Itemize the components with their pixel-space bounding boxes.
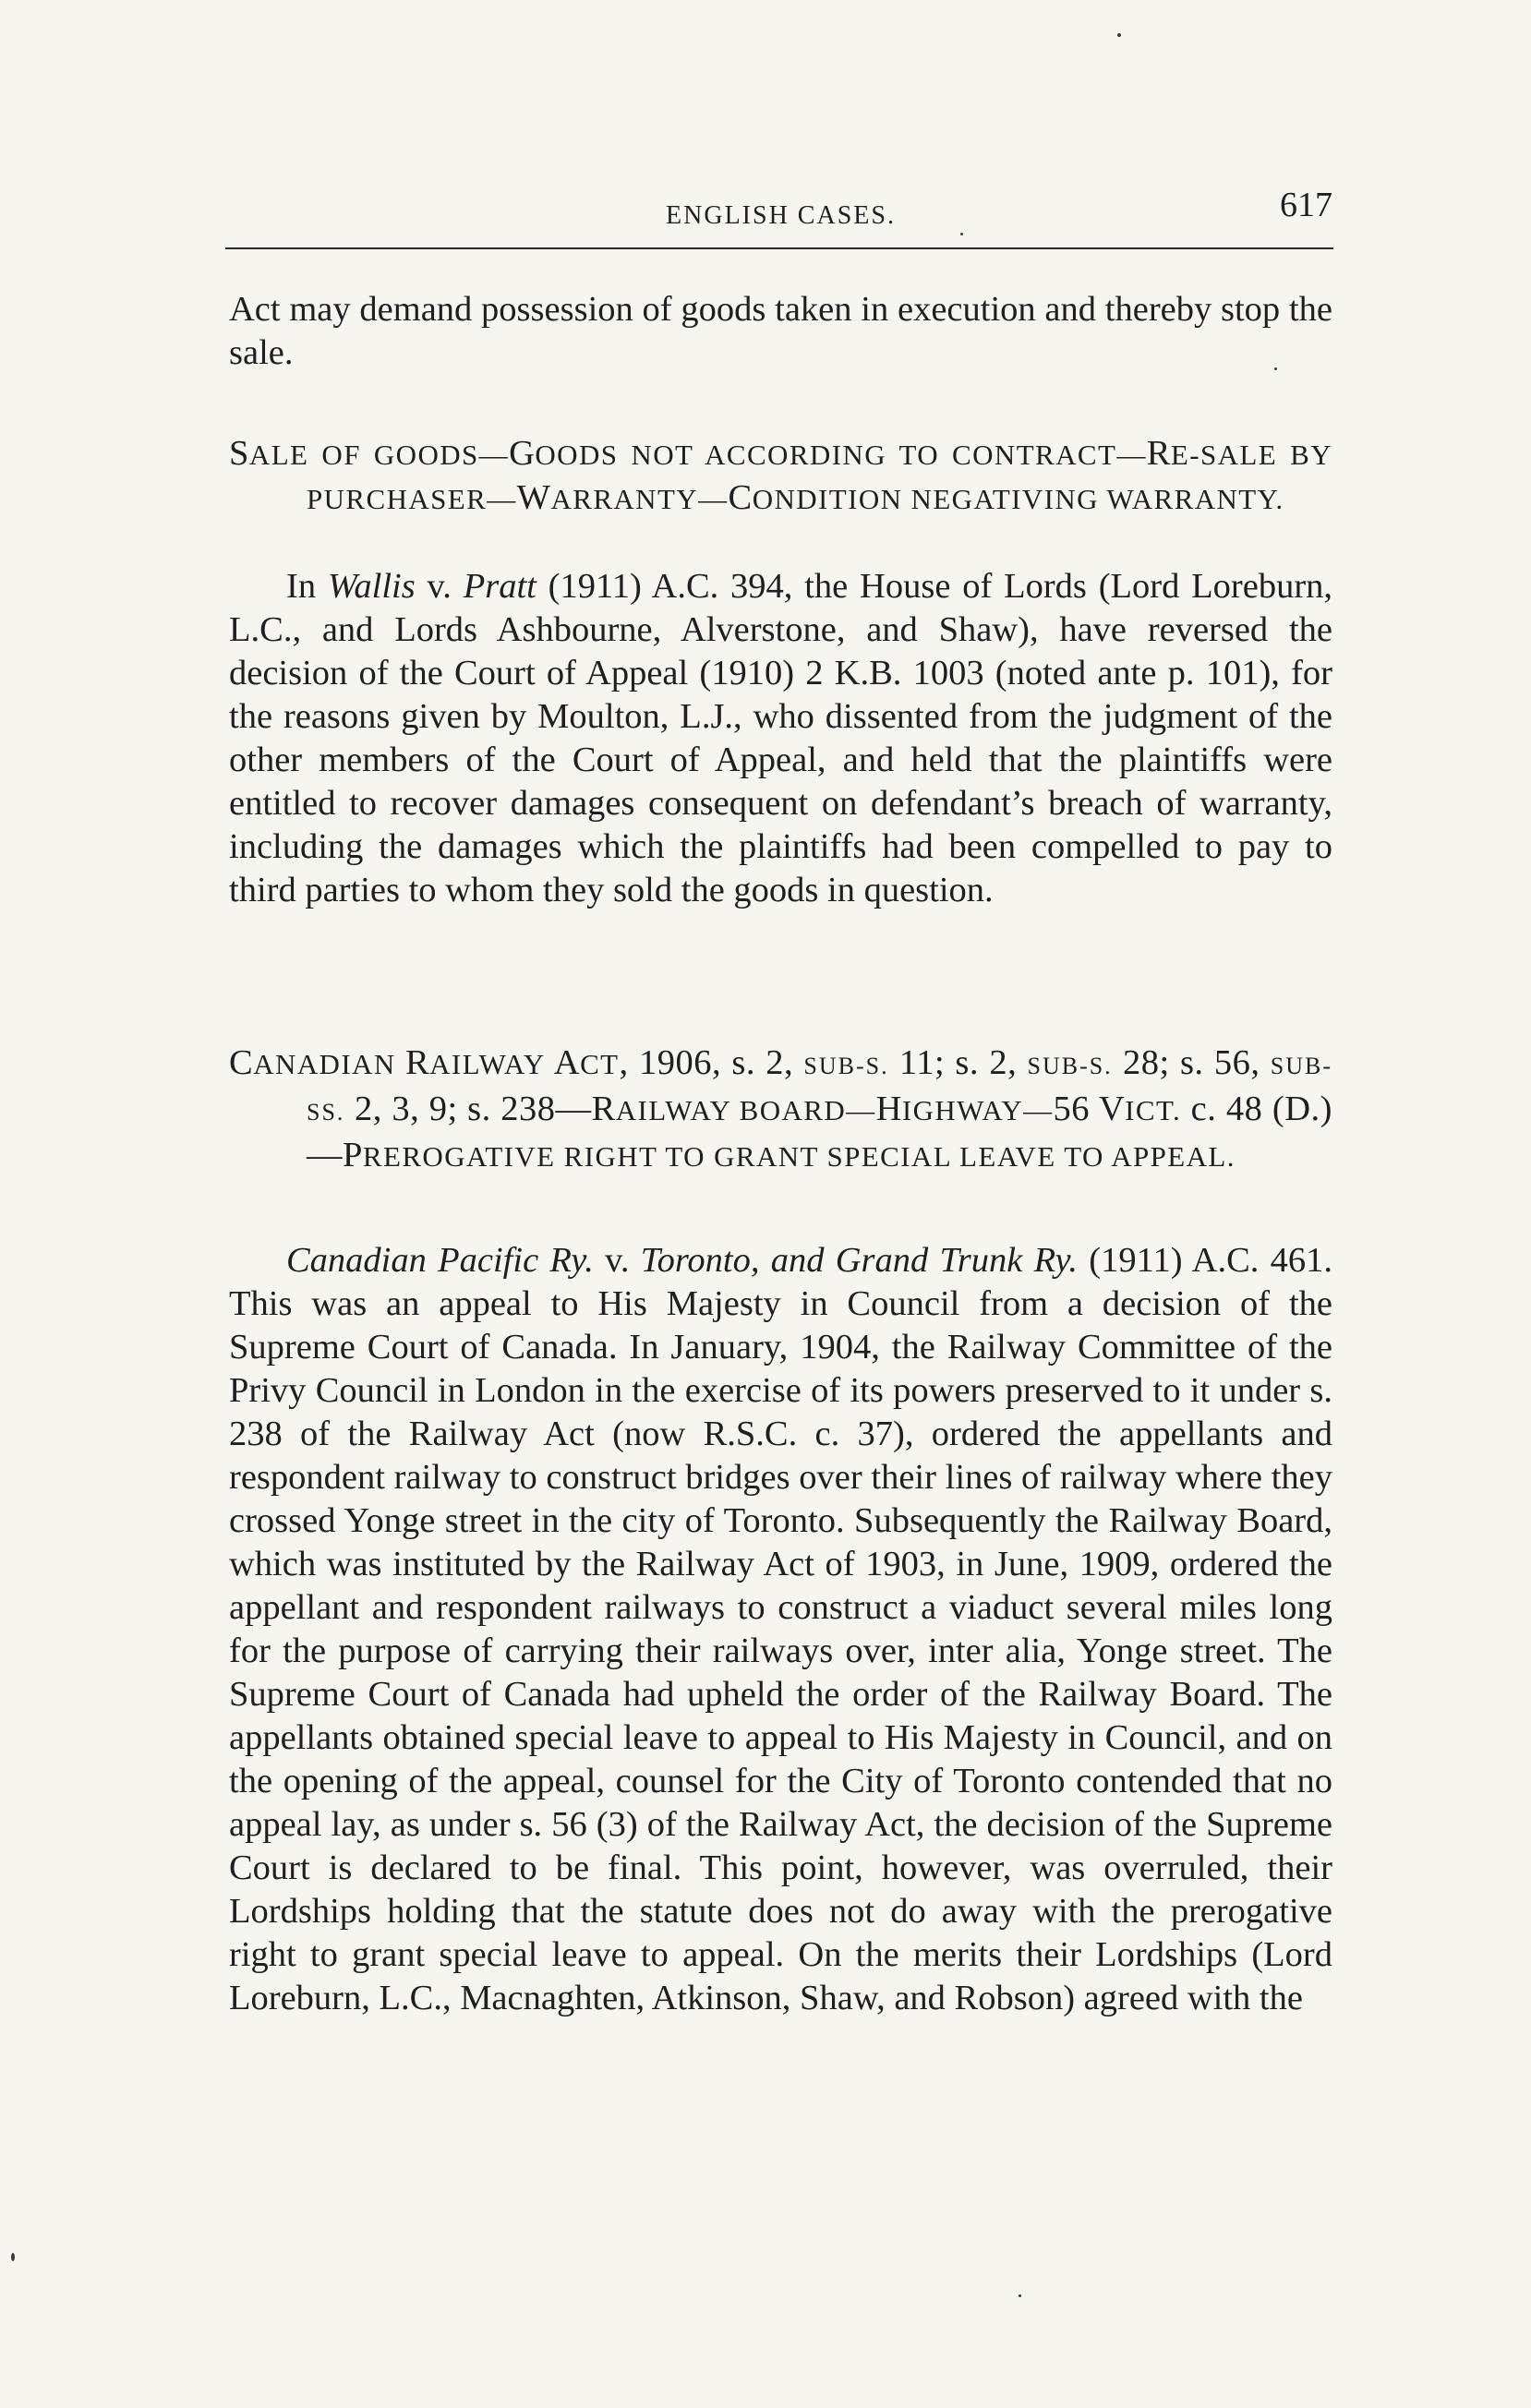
paper-speck — [1019, 2294, 1021, 2297]
intro-paragraph-block — [229, 288, 1332, 375]
paper-speck — [1274, 367, 1277, 370]
section-heading: SALE OF GOODS—GOODS NOT ACCORDING TO CONTRACT—RE-SALE BY PURCHASER—WARRANTY—CONDITION NEGATIVING WARRANTY. — [229, 434, 1332, 517]
paper-speck — [11, 2253, 15, 2261]
paper-speck — [1117, 33, 1121, 37]
case-name: Wallis — [327, 567, 416, 606]
case-name: Pratt — [463, 567, 536, 606]
paper-speck — [960, 233, 963, 235]
case-name: Canadian Pacific Ry. — [286, 1241, 594, 1280]
running-title: ENGLISH CASES. — [666, 201, 896, 230]
page-number: 617 — [1280, 186, 1332, 224]
wallis-paragraph-block — [229, 565, 1332, 912]
running-head — [229, 185, 1332, 240]
canadian-pacific-paragraph: Canadian Pacific Ry. v. Toronto, and Grand Trunk Ry. (1911) A.C. 461. This was an appeal to His Majesty in Council from a decision of the Supreme Court of Canada. In January, 1904, the Railway Committee of the Privy Council in London in the exercise of its powers preserved to it under s. 238 of the Railway Act (now R.S.C. c. 37), ordered the appellants and respondent railway to construct bridges over their lines of railway where they crossed Yonge street in the city of Toronto. Subsequently the Railway Board, which was instituted by the Railway Act of 1903, in June, 1909, ordered the appellant and respondent railways to construct a viaduct several miles long for the purpose of carrying their railways over, inter alia, Yonge street. The Supreme Court of Canada had upheld the order of the Railway Board. The appellants obtained special leave to appeal to His Majesty in Council, and on the opening of the appeal, counsel for the City of Toronto contended that no appeal lay, as under s. 56 (3) of the Railway Act, the decision of the Supreme Court is declared to be final. This point, however, was overruled, their Lordships holding that the statute does not do away with the prerogative right to grant special leave to appeal. On the merits their Lordships (Lord Loreburn, L.C., Macnaghten, Atkinson, Shaw, and Robson) agreed with the — [229, 1241, 1333, 2017]
heading-sale-of-goods — [229, 432, 1332, 521]
cpr-paragraph-block — [229, 1239, 1332, 2020]
header-rule — [225, 247, 1333, 249]
intro-paragraph: Act may demand possession of goods taken in execution and thereby stop the sale. — [229, 290, 1332, 372]
section-heading: CANADIAN RAILWAY ACT, 1906, s. 2, SUB-S. 11; s. 2, SUB-S. 28; s. 56, SUB-SS. 2, 3, 9; s. 238—RAILWAY BOARD—HIGHWAY—56 VICT. c. 48 (D.)—PREROGATIVE RIGHT TO GRANT SPECIAL LEAVE TO APPEAL. — [229, 1043, 1332, 1174]
heading-canadian-railway-act — [229, 1041, 1332, 1178]
case-name: Toronto, and Grand Trunk Ry. — [640, 1241, 1079, 1280]
wallis-v-pratt-paragraph: In Wallis v. Pratt (1911) A.C. 394, the House of Lords (Lord Loreburn, L.C., and Lords Ashbourne, Alverstone, and Shaw), have reversed the decision of the Court of Appeal (1910) 2 K.B. 1003 (noted ante p. 101), for the reasons given by Moulton, L.J., who dissented from the judgment of the other members of the Court of Appeal, and held that the plaintiffs were entitled to recover damages consequent on defendant’s breach of warranty, including the damages which the plaintiffs had been compelled to pay to third parties to whom they sold the goods in question. — [229, 567, 1333, 909]
